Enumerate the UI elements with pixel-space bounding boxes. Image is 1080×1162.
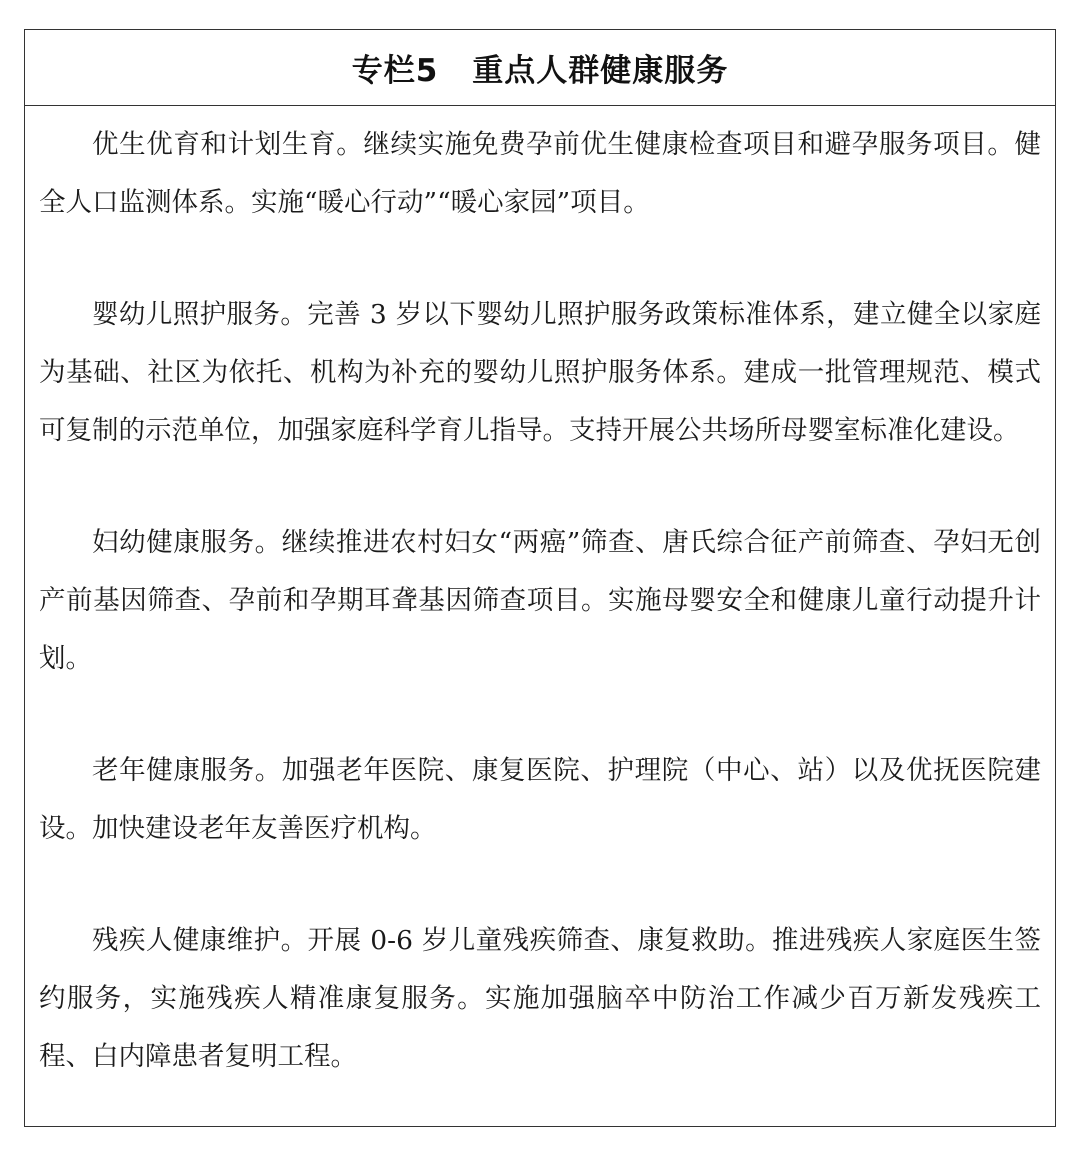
column-body [25,106,1055,1086]
column-title [352,45,729,90]
column-label: 专栏 [351,53,416,89]
column-number: 5 [415,53,439,89]
paragraph-maternal-child-health: 妇幼健康服务。继续推进农村妇女“两癌”筛查、唐氏综合征产前筛查、孕妇无创产前基因筛查、孕前和孕期耳聋基因筛查项目。实施母婴安全和健康儿童行动提升计划。 [39,527,1041,674]
paragraph-infant-care: 婴幼儿照护服务。完善 3 岁以下婴幼儿照护服务政策标准体系，建立健全以家庭为基础、社区为依托、机构为补充的婴幼儿照护服务体系。建成一批管理规范、模式可复制的示范单位，加强家庭科学育儿指导。支持开展公共场所母婴室标准化建设。 [39,299,1041,446]
column-header [25,30,1055,106]
paragraph-eugenics-family-planning: 优生优育和计划生育。继续实施免费孕前优生健康检查项目和避孕服务项目。健全人口监测体系。实施“暖心行动”“暖心家园”项目。 [39,129,1041,218]
paragraph-elderly-health: 老年健康服务。加强老年医院、康复医院、护理院（中心、站）以及优抚医院建设。加快建设老年友善医疗机构。 [39,755,1041,844]
column-box [24,29,1056,1127]
paragraph-disabled-health: 残疾人健康维护。开展 0-6 岁儿童残疾筛查、康复救助。推进残疾人家庭医生签约服务，实施残疾人精准康复服务。实施加强脑卒中防治工作减少百万新发残疾工程、白内障患者复明工程。 [39,925,1041,1072]
column-heading: 重点人群健康服务 [472,53,729,89]
